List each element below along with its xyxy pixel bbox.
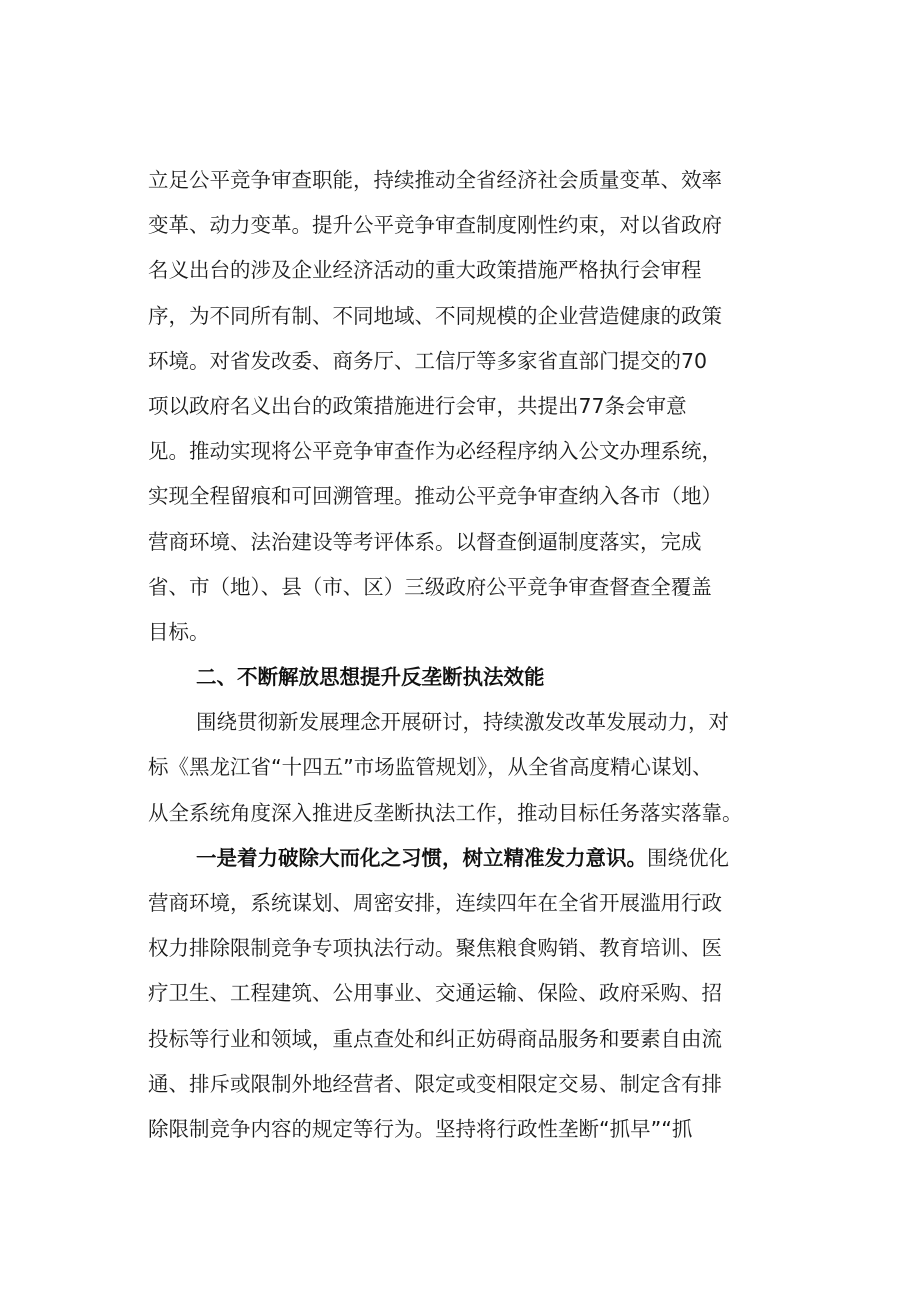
text-run: 围绕优化 (647, 845, 729, 870)
text-line: 目标。 (148, 619, 210, 644)
text-line (148, 836, 828, 881)
paragraph-new-development-concept (148, 700, 828, 836)
text-line: 权力排除限制竞争专项执法行动。聚焦粮食购销、教育培训、医 (148, 936, 722, 961)
text-line: 省、市（地）、县（市、区）三级政府公平竞争审查督查全覆盖 (148, 574, 712, 599)
text-line: 投标等行业和领域，重点查处和纠正妨碍商品服务和要素自由流 (148, 1026, 722, 1051)
text-line: 营商环境，系统谋划、周密安排，连续四年在全省开展滥用行政 (148, 891, 722, 915)
text-line: 立足公平竞争审查职能，持续推动全省经济社会质量变革、效率 (148, 168, 722, 192)
document-body (148, 158, 828, 1152)
text-line: 疗卫生、工程建筑、公用事业、交通运输、保险、政府采购、招 (148, 981, 722, 1006)
text-line: 见。推动实现将公平竞争审查作为必经程序纳入公文办理系统， (148, 439, 722, 464)
text-line: 变革、动力变革。提升公平竞争审查制度刚性约束，对以省政府 (148, 213, 722, 238)
text-line: 环境。对省发改委、商务厅、工信厅等多家省直部门提交的70 (148, 348, 708, 373)
text-line: 项以政府名义出台的政策措施进行会审，共提出77条会审意 (148, 393, 687, 418)
text-line: 标《黑龙江省“十四五”市场监管规划》，从全省高度精心谋划、 (148, 755, 713, 780)
section-heading: 二、不断解放思想提升反垄断执法效能 (196, 665, 545, 690)
text-line: 通、排斥或限制外地经营者、限定或变相限定交易、制定含有排 (148, 1071, 722, 1096)
text-line: 名义出台的涉及企业经济活动的重大政策措施严格执行会审程 (148, 258, 702, 283)
text-line: 除限制竞争内容的规定等行为。坚持将行政性垄断“抓早”“抓 (148, 1116, 693, 1141)
text-line: 营商环境、法治建设等考评体系。以督查倒逼制度落实，完成 (148, 529, 702, 554)
text-line: 围绕贯彻新发展理念开展研讨，持续激发改革发展动力，对 (196, 710, 729, 735)
paragraph-precise-effort (148, 836, 828, 1152)
text-line: 序，为不同所有制、不同地域、不同规模的企业营造健康的政策 (148, 303, 722, 328)
paragraph-fair-competition-review (148, 158, 828, 655)
bold-lead-sentence: 一是着力破除大而化之习惯，树立精准发力意识。 (196, 845, 647, 870)
text-line: 实现全程留痕和可回溯管理。推动公平竞争审查纳入各市（地） (148, 484, 722, 509)
text-line: 从全系统角度深入推进反垄断执法工作，推动目标任务落实落靠。 (148, 800, 743, 825)
